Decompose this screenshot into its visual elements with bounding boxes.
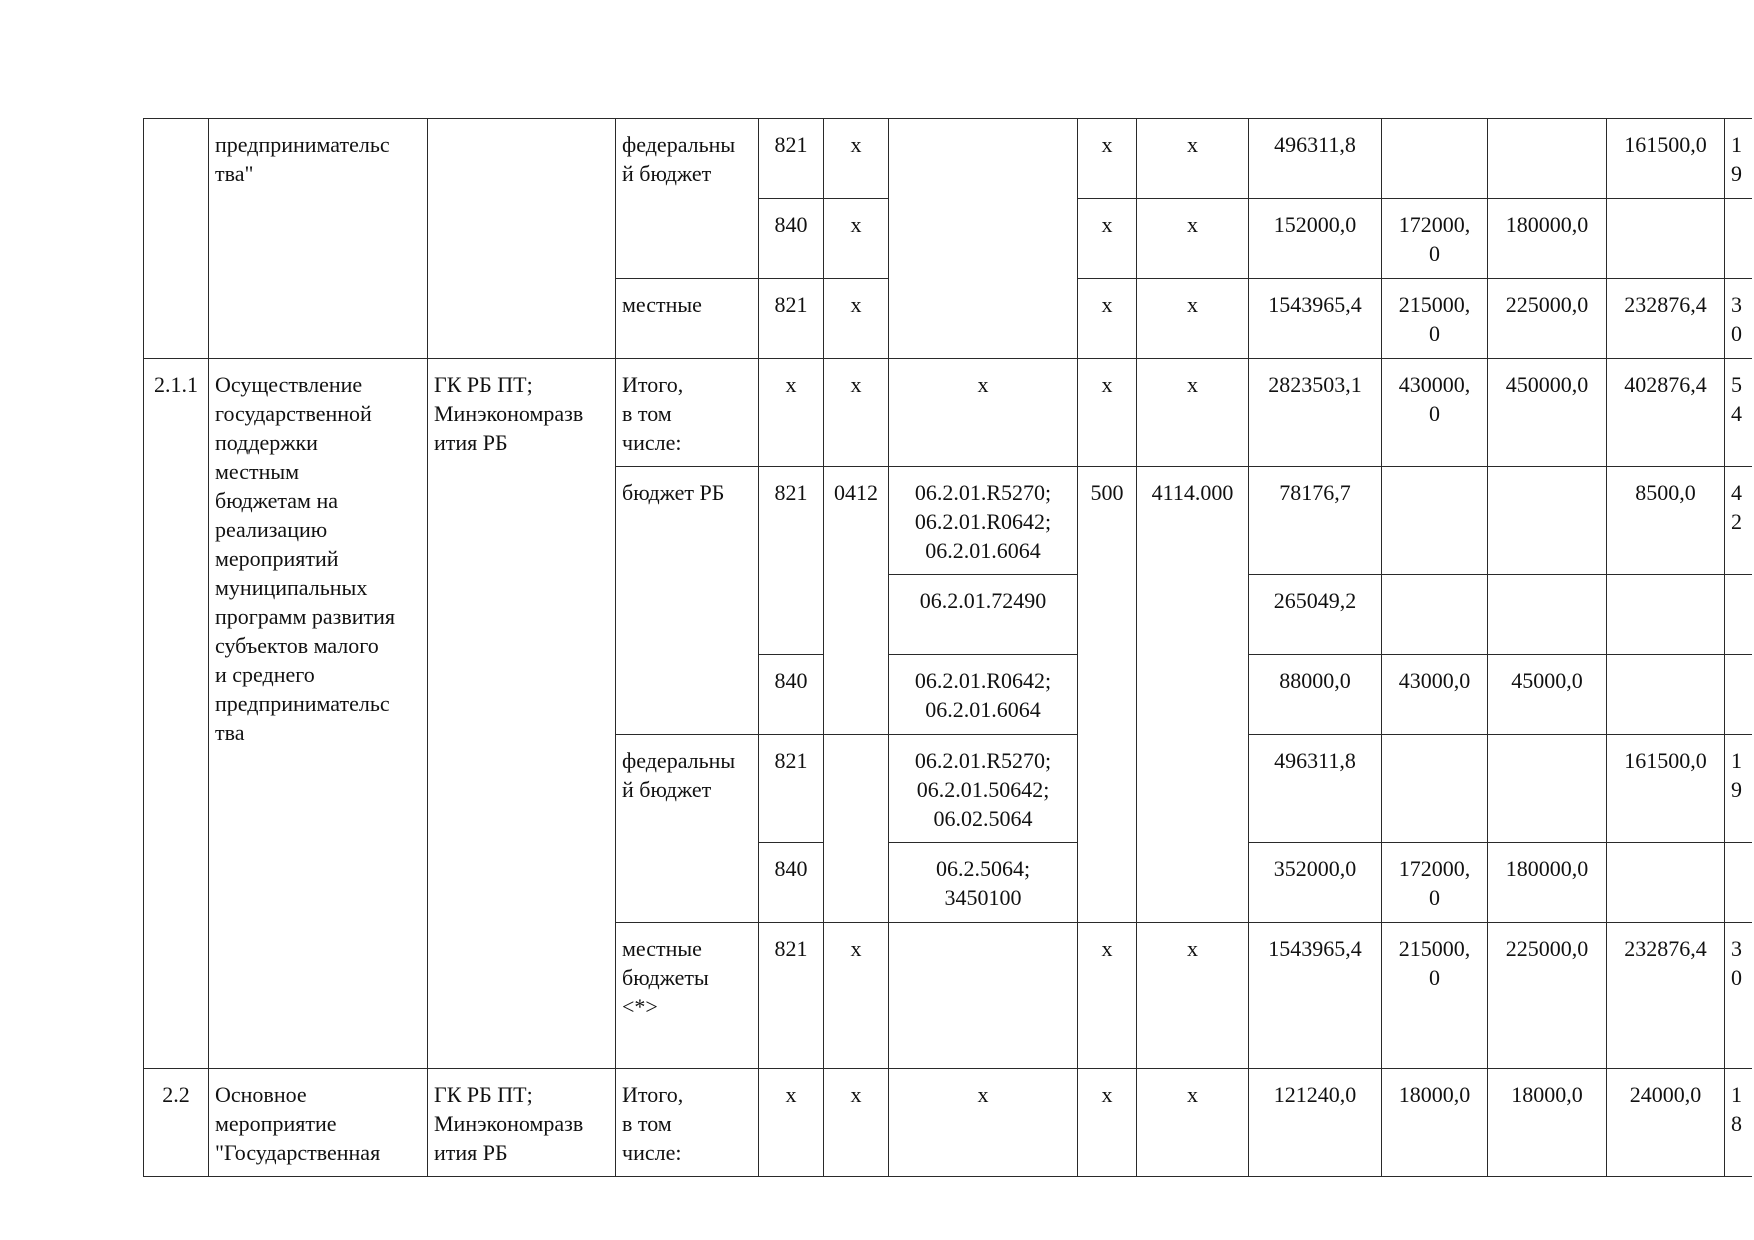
expense-type-cell: х — [1078, 279, 1137, 359]
year3-amount-cell: 24000,0 — [1607, 1069, 1725, 1177]
total-amount-cell: 152000,0 — [1249, 199, 1382, 279]
year4-amount-cell: 18 — [1725, 1069, 1752, 1177]
total-amount-cell: 496311,8 — [1249, 735, 1382, 843]
year4-amount-cell — [1725, 843, 1752, 923]
table-row — [144, 1069, 1752, 1177]
funding-source-cell: федеральны й бюджет — [616, 735, 759, 923]
year1-amount-cell: 43000,0 — [1382, 655, 1488, 735]
year3-amount-cell: 232876,4 — [1607, 923, 1725, 1069]
target-article-cell: 06.2.01.R5270; 06.2.01.R0642; 06.2.01.6064 — [889, 467, 1078, 575]
target-article-cell — [889, 923, 1078, 1069]
year2-amount-cell: 225000,0 — [1488, 279, 1607, 359]
section-code-cell: х — [824, 1069, 889, 1177]
year1-amount-cell: 215000, 0 — [1382, 279, 1488, 359]
activity-name-cell: Осуществление государственной поддержки местным бюджетам на реализацию мероприятий муниципальных программ развития субъектов малого и среднего предпринимательс тва — [209, 359, 428, 1069]
section-code-cell: х — [824, 119, 889, 199]
kosgu-cell: х — [1137, 359, 1249, 467]
year1-amount-cell — [1382, 735, 1488, 843]
year2-amount-cell — [1488, 467, 1607, 575]
expense-type-cell: х — [1078, 1069, 1137, 1177]
total-amount-cell: 352000,0 — [1249, 843, 1382, 923]
year2-amount-cell: 225000,0 — [1488, 923, 1607, 1069]
total-amount-cell: 1543965,4 — [1249, 279, 1382, 359]
funding-source-cell: местные бюджеты <*> — [616, 923, 759, 1069]
target-article-cell: 06.2.01.R0642; 06.2.01.6064 — [889, 655, 1078, 735]
year3-amount-cell: 8500,0 — [1607, 467, 1725, 575]
grbs-cell: х — [759, 1069, 824, 1177]
year2-amount-cell: 450000,0 — [1488, 359, 1607, 467]
kosgu-cell: х — [1137, 279, 1249, 359]
year1-amount-cell: 18000,0 — [1382, 1069, 1488, 1177]
row-number-cell: 2.1.1 — [144, 359, 209, 1069]
year3-amount-cell — [1607, 199, 1725, 279]
kosgu-cell: 4114.000 — [1137, 467, 1249, 923]
kosgu-cell: х — [1137, 199, 1249, 279]
year3-amount-cell: 161500,0 — [1607, 735, 1725, 843]
year4-amount-cell: 30 — [1725, 923, 1752, 1069]
section-code-cell: х — [824, 923, 889, 1069]
section-code-cell: 0412 — [824, 467, 889, 735]
year4-amount-cell — [1725, 655, 1752, 735]
grbs-cell: 821 — [759, 923, 824, 1069]
year4-amount-cell — [1725, 575, 1752, 655]
kosgu-cell: х — [1137, 119, 1249, 199]
year2-amount-cell: 180000,0 — [1488, 843, 1607, 923]
row-number-cell — [144, 119, 209, 359]
year2-amount-cell: 180000,0 — [1488, 199, 1607, 279]
kosgu-cell: х — [1137, 1069, 1249, 1177]
year1-amount-cell: 215000, 0 — [1382, 923, 1488, 1069]
year2-amount-cell: 45000,0 — [1488, 655, 1607, 735]
table-row — [144, 359, 1752, 467]
year3-amount-cell: 402876,4 — [1607, 359, 1725, 467]
target-article-cell: х — [889, 1069, 1078, 1177]
funding-source-cell: местные — [616, 279, 759, 359]
year4-amount-cell: 30 — [1725, 279, 1752, 359]
year2-amount-cell — [1488, 119, 1607, 199]
year1-amount-cell — [1382, 575, 1488, 655]
kosgu-cell: х — [1137, 923, 1249, 1069]
expense-type-cell: х — [1078, 359, 1137, 467]
grbs-cell: 821 — [759, 119, 824, 199]
grbs-cell: 821 — [759, 467, 824, 655]
funding-source-cell: Итого, в том числе: — [616, 1069, 759, 1177]
budget-table — [143, 118, 1752, 1177]
funding-source-cell: бюджет РБ — [616, 467, 759, 735]
year2-amount-cell: 18000,0 — [1488, 1069, 1607, 1177]
total-amount-cell: 1543965,4 — [1249, 923, 1382, 1069]
year1-amount-cell: 172000, 0 — [1382, 199, 1488, 279]
year4-amount-cell: 54 — [1725, 359, 1752, 467]
year1-amount-cell: 430000, 0 — [1382, 359, 1488, 467]
total-amount-cell: 2823503,1 — [1249, 359, 1382, 467]
year3-amount-cell: 232876,4 — [1607, 279, 1725, 359]
grbs-cell: 821 — [759, 279, 824, 359]
year4-amount-cell — [1725, 199, 1752, 279]
year4-amount-cell: 42 — [1725, 467, 1752, 575]
target-article-cell: х — [889, 359, 1078, 467]
target-article-cell: 06.2.01.R5270; 06.2.01.50642; 06.02.5064 — [889, 735, 1078, 843]
total-amount-cell: 88000,0 — [1249, 655, 1382, 735]
section-code-cell — [824, 735, 889, 923]
expense-type-cell: х — [1078, 119, 1137, 199]
grbs-cell: 840 — [759, 843, 824, 923]
row-number-cell: 2.2 — [144, 1069, 209, 1177]
executor-cell: ГК РБ ПТ; Минэкономразв ития РБ — [428, 1069, 616, 1177]
section-code-cell: х — [824, 199, 889, 279]
total-amount-cell: 496311,8 — [1249, 119, 1382, 199]
year4-amount-cell: 19 — [1725, 735, 1752, 843]
funding-source-cell: федеральны й бюджет — [616, 119, 759, 279]
target-article-cell: 06.2.5064; 3450100 — [889, 843, 1078, 923]
expense-type-cell: х — [1078, 923, 1137, 1069]
year4-amount-cell: 19 — [1725, 119, 1752, 199]
year3-amount-cell — [1607, 575, 1725, 655]
executor-cell: ГК РБ ПТ; Минэкономразв ития РБ — [428, 359, 616, 1069]
year3-amount-cell — [1607, 843, 1725, 923]
grbs-cell: 821 — [759, 735, 824, 843]
total-amount-cell: 121240,0 — [1249, 1069, 1382, 1177]
section-code-cell: х — [824, 279, 889, 359]
year1-amount-cell — [1382, 467, 1488, 575]
year1-amount-cell — [1382, 119, 1488, 199]
activity-name-cell: предпринимательс тва" — [209, 119, 428, 359]
grbs-cell: х — [759, 359, 824, 467]
total-amount-cell: 78176,7 — [1249, 467, 1382, 575]
grbs-cell: 840 — [759, 655, 824, 735]
executor-cell — [428, 119, 616, 359]
year3-amount-cell — [1607, 655, 1725, 735]
target-article-cell: 06.2.01.72490 — [889, 575, 1078, 655]
table-row — [144, 119, 1752, 199]
grbs-cell: 840 — [759, 199, 824, 279]
year3-amount-cell: 161500,0 — [1607, 119, 1725, 199]
funding-source-cell: Итого, в том числе: — [616, 359, 759, 467]
activity-name-cell: Основное мероприятие "Государственная — [209, 1069, 428, 1177]
expense-type-cell: х — [1078, 199, 1137, 279]
total-amount-cell: 265049,2 — [1249, 575, 1382, 655]
year1-amount-cell: 172000, 0 — [1382, 843, 1488, 923]
year2-amount-cell — [1488, 735, 1607, 843]
year2-amount-cell — [1488, 575, 1607, 655]
target-article-cell — [889, 119, 1078, 359]
section-code-cell: х — [824, 359, 889, 467]
expense-type-cell: 500 — [1078, 467, 1137, 923]
